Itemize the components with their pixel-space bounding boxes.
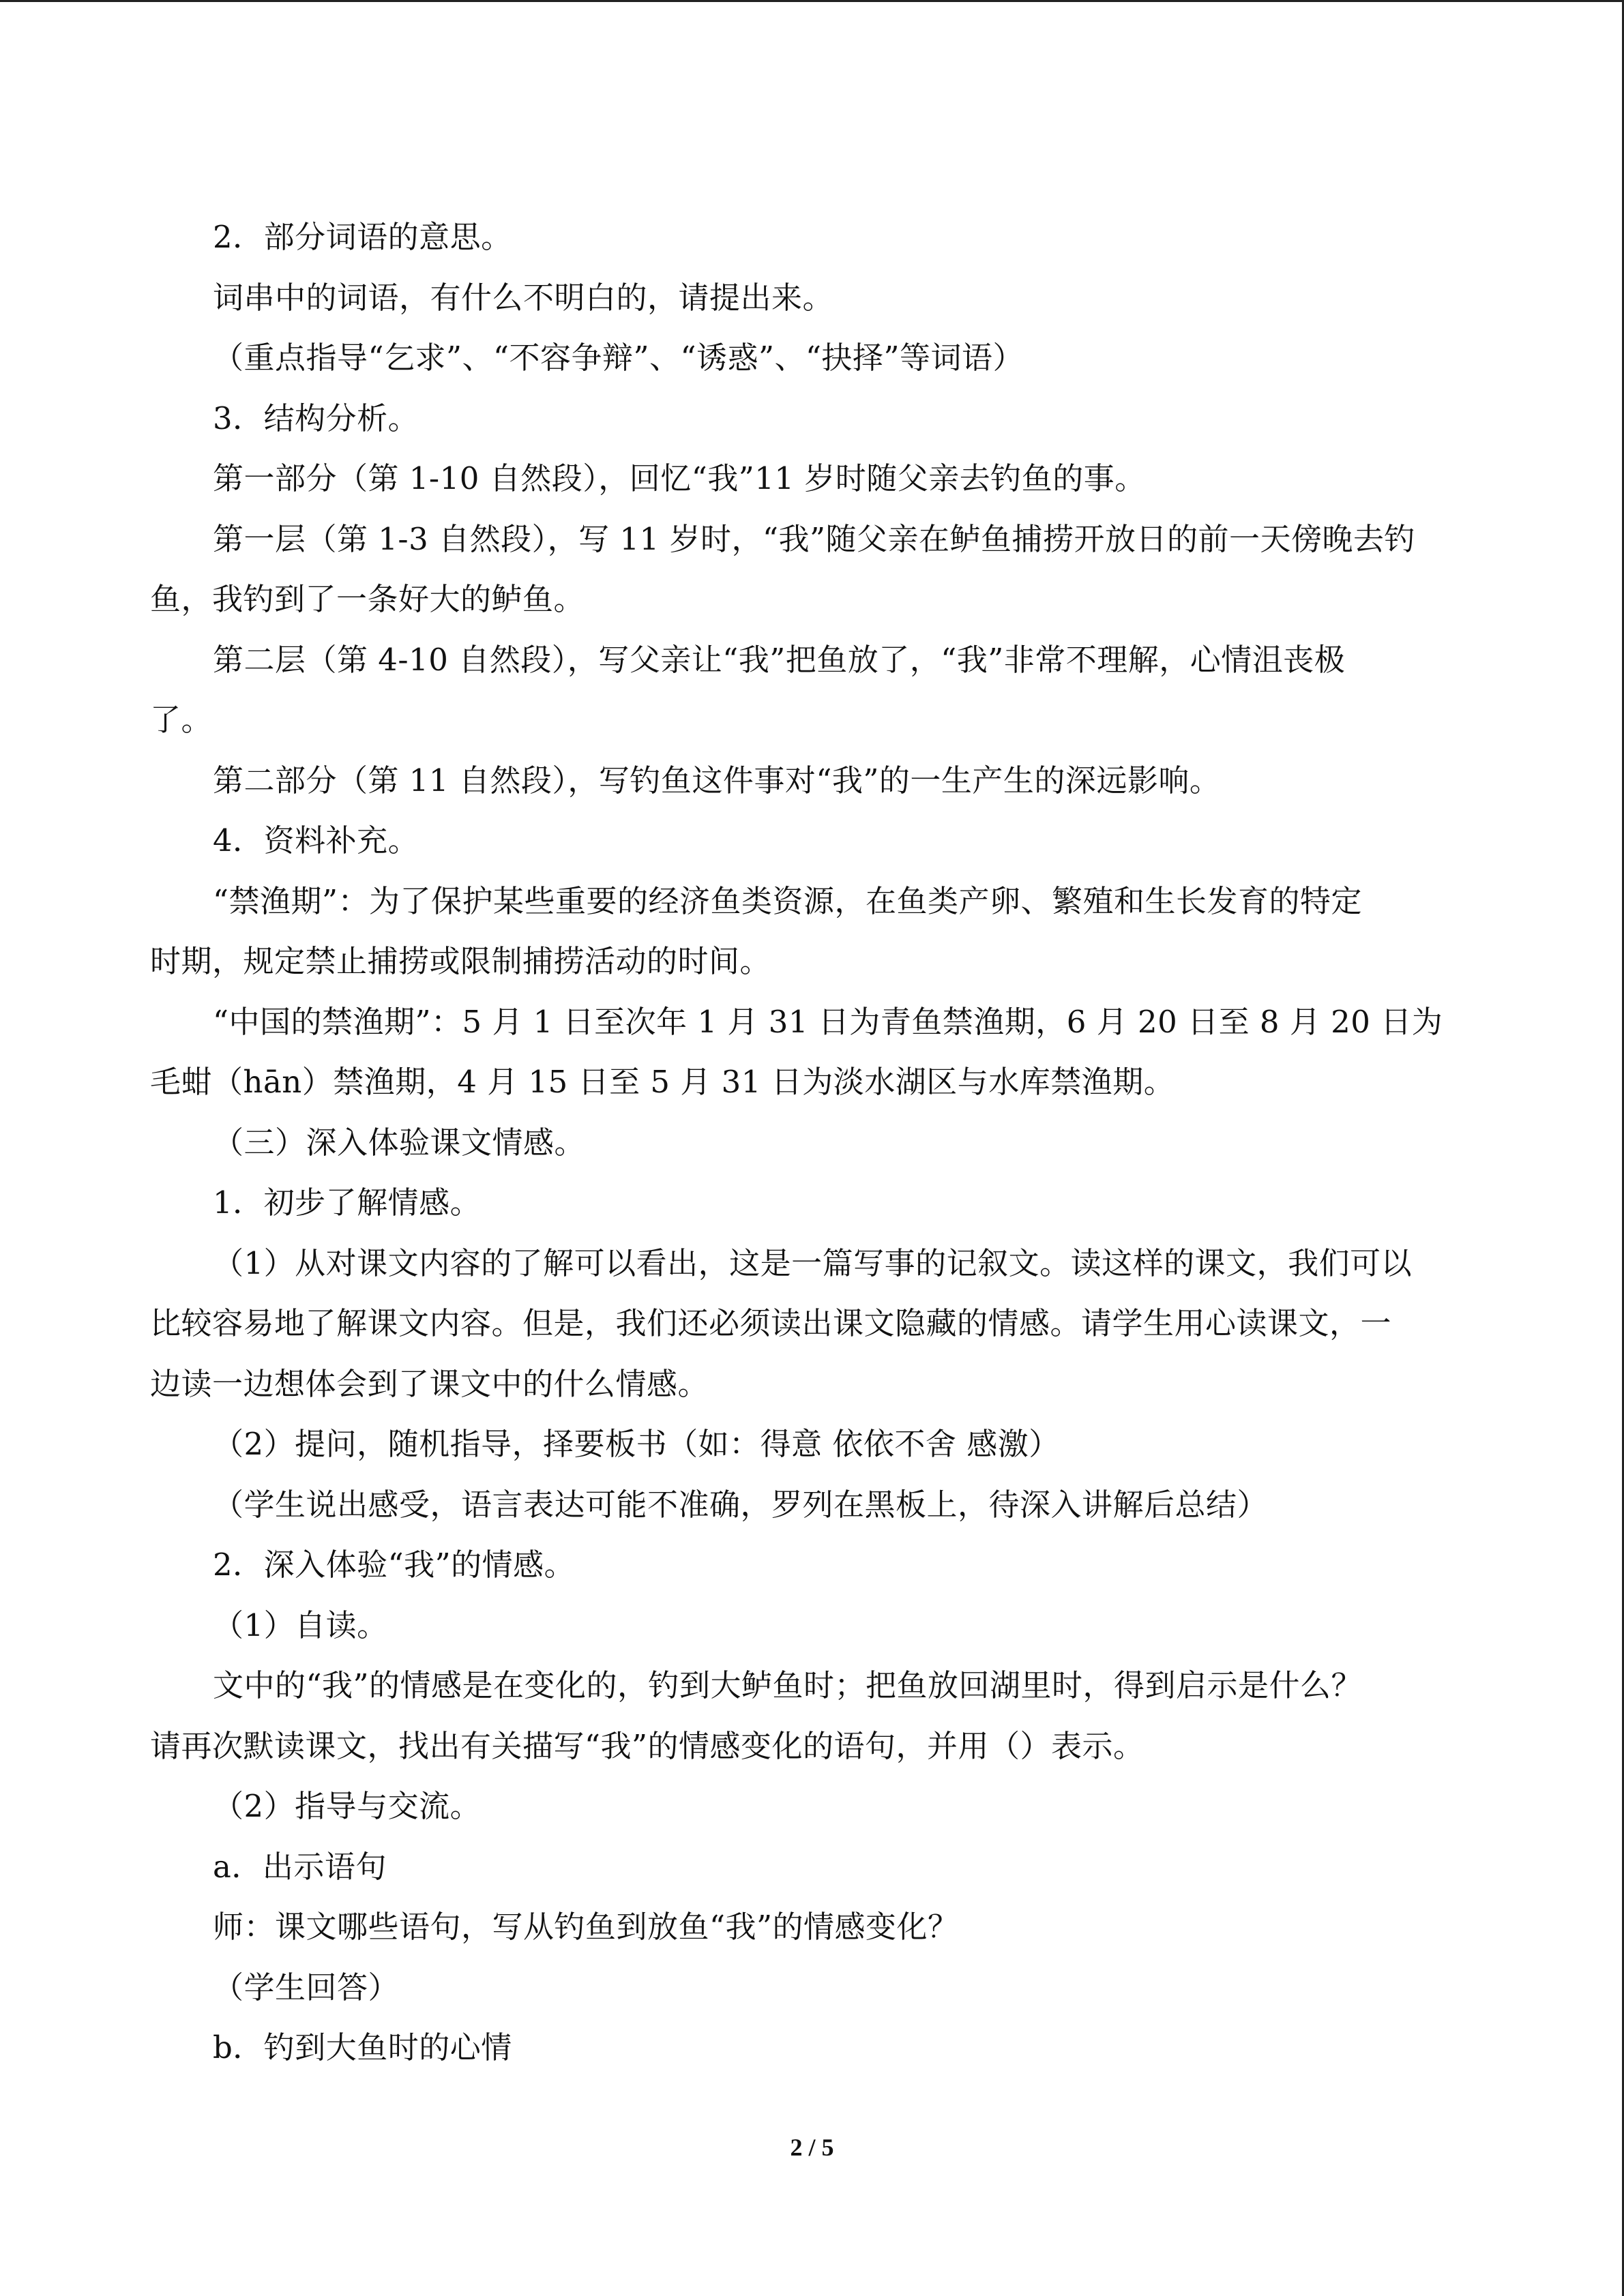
text-line: 文中的“我”的情感是在变化的，钓到大鲈鱼时；把鱼放回湖里时，得到启示是什么？ (213, 1667, 1363, 1703)
text-line: （1）自读。 (213, 1607, 388, 1643)
text-line: 边读一边想体会到了课文中的什么情感。 (150, 1365, 709, 1402)
text-line: 请再次默读课文，找出有关描写“我”的情感变化的语句，并用（）表示。 (150, 1727, 1145, 1764)
text-line: 词串中的词语，有什么不明白的，请提出来。 (213, 279, 834, 316)
text-line: （重点指导“乞求”、“不容争辩”、“诱惑”、“抉择”等词语） (213, 340, 1024, 376)
page-number: 2 / 5 (790, 2134, 834, 2161)
text-line: 毛蚶（hān）禁渔期，4 月 15 日至 5 月 31 日为淡水湖区与水库禁渔期。 (150, 1064, 1175, 1100)
text-line: 第二部分（第 11 自然段），写钓鱼这件事对“我”的一生产生的深远影响。 (213, 762, 1221, 799)
text-line: （三）深入体验课文情感。 (213, 1124, 586, 1161)
text-line: （学生说出感受，语言表达可能不准确，罗列在黑板上，待深入讲解后总结） (213, 1486, 1269, 1523)
text-line: “禁渔期”：为了保护某些重要的经济鱼类资源，在鱼类产卵、繁殖和生长发育的特定 (213, 882, 1363, 919)
text-line: （学生回答） (213, 1969, 400, 2006)
text-line: a．出示语句 (213, 1848, 387, 1885)
text-line: 鱼，我钓到了一条好大的鲈鱼。 (150, 581, 585, 617)
text-line: 2．深入体验“我”的情感。 (213, 1547, 576, 1583)
text-line: 第二层（第 4-10 自然段），写父亲让“我”把鱼放了，“我”非常不理解，心情沮丧极 (213, 641, 1346, 678)
text-line: 了。 (150, 702, 213, 738)
text-line: “中国的禁渔期”：5 月 1 日至次年 1 月 31 日为青鱼禁渔期，6 月 20 日至 8 月 20 日为 (213, 1003, 1443, 1040)
text-line: 师：课文哪些语句，写从钓鱼到放鱼“我”的情感变化？ (213, 1909, 959, 1945)
document-body (150, 207, 1480, 2078)
text-line: 4．资料补充。 (213, 822, 419, 859)
text-line: 比较容易地了解课文内容。但是，我们还必须读出课文隐藏的情感。请学生用心读课文，一 (150, 1305, 1392, 1341)
text-line: （1）从对课文内容的了解可以看出，这是一篇写事的记叙文。读这样的课文，我们可以 (213, 1244, 1413, 1281)
text-line: 3．结构分析。 (213, 400, 419, 436)
text-line: 1．初步了解情感。 (213, 1184, 482, 1221)
text-line: 第一层（第 1-3 自然段），写 11 岁时，“我”随父亲在鲈鱼捕捞开放日的前一天傍晚去钓 (213, 520, 1415, 557)
text-line: 2．部分词语的意思。 (213, 219, 512, 255)
text-line: b．钓到大鱼时的心情 (213, 2029, 512, 2066)
text-line: 时期，规定禁止捕捞或限制捕捞活动的时间。 (150, 943, 771, 979)
text-line: （2）提问，随机指导，择要板书（如：得意 依依不舍 感激） (213, 1426, 1060, 1462)
text-line: 第一部分（第 1-10 自然段），回忆“我”11 岁时随父亲去钓鱼的事。 (213, 460, 1146, 496)
text-line: （2）指导与交流。 (213, 1788, 482, 1824)
